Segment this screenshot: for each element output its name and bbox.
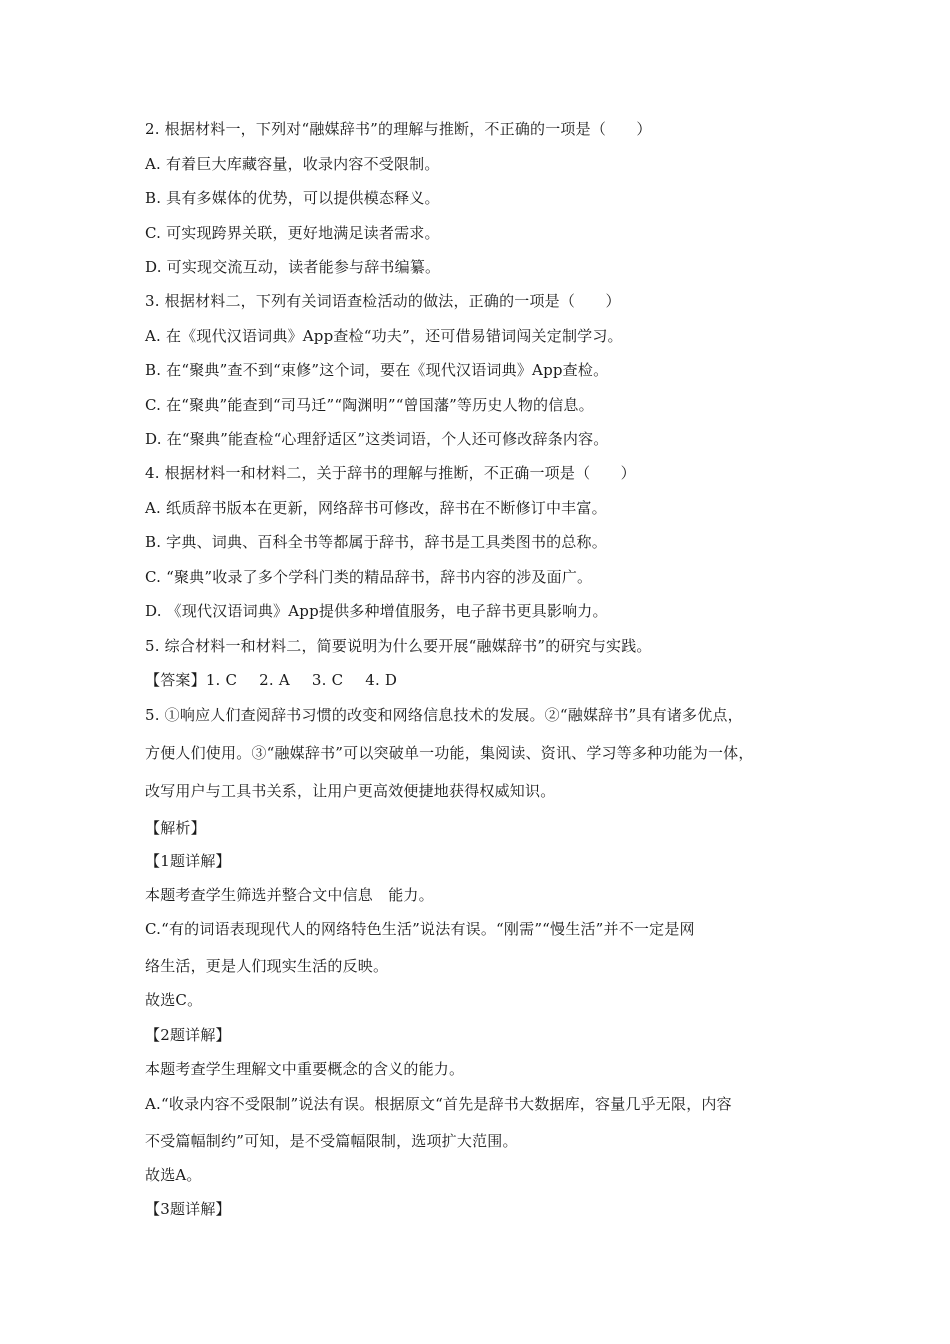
detail-2-line: 本题考查学生理解文中重要概念的含义的能力。 [145,1060,465,1078]
question-3-stem: 3. 根据材料二，下列有关词语查检活动的做法，正确的一项是（ ） [145,292,621,310]
detail-2-title: 【2题详解】 [145,1026,231,1044]
answer-q5-line: 5. ①响应人们查阅辞书习惯的改变和网络信息技术的发展。②“融媒辞书”具有诸多优点， [145,706,743,724]
detail-2-line: 不受篇幅制约”可知，是不受篇幅限制，选项扩大范围。 [145,1132,518,1150]
detail-3-title: 【3题详解】 [145,1200,231,1218]
question-4-option-a: A. 纸质辞书版本在更新，网络辞书可修改，辞书在不断修订中丰富。 [145,499,607,517]
detail-1-line: 本题考查学生筛选并整合文中信息 能力。 [145,886,434,904]
detail-1-title: 【1题详解】 [145,852,231,870]
question-2-option-d: D. 可实现交流互动，读者能参与辞书编纂。 [145,258,441,276]
detail-2-line: 故选A。 [145,1166,202,1184]
question-4-option-c: C. “聚典”收录了多个学科门类的精品辞书，辞书内容的涉及面广。 [145,568,593,586]
answer-key [145,670,397,690]
question-4-option-b: B. 字典、词典、百科全书等都属于辞书，辞书是工具类图书的总称。 [145,533,607,551]
detail-1-line: C.“有的词语表现现代人的网络特色生活”说法有误。“刚需”“慢生活”并不一定是网 [145,920,695,938]
detail-1-line: 故选C。 [145,991,203,1009]
question-4-option-d: D. 《现代汉语词典》App提供多种增值服务，电子辞书更具影响力。 [145,602,608,620]
answer-q5-line: 改写用户与工具书关系，让用户更高效便捷地获得权威知识。 [145,782,556,800]
question-2-stem: 2. 根据材料一，下列对“融媒辞书”的理解与推断，不正确的一项是（ ） [145,120,652,138]
detail-1-line: 络生活，更是人们现实生活的反映。 [145,957,389,975]
answer-item: 2. A [259,671,290,689]
question-3-option-a: A. 在《现代汉语词典》App查检“功夫”，还可借易错词闯关定制学习。 [145,327,623,345]
answer-item: 3. C [311,671,344,689]
question-5-stem: 5. 综合材料一和材料二，简要说明为什么要开展“融媒辞书”的研究与实践。 [145,637,652,655]
question-2-option-c: C. 可实现跨界关联，更好地满足读者需求。 [145,224,440,242]
question-2-option-a: A. 有着巨大库藏容量，收录内容不受限制。 [145,155,440,173]
detail-2-line: A.“收录内容不受限制”说法有误。根据原文“首先是辞书大数据库，容量几乎无限，内容 [145,1095,732,1113]
question-2-option-b: B. 具有多媒体的优势，可以提供模态释义。 [145,189,440,207]
question-4-stem: 4. 根据材料一和材料二，关于辞书的理解与推断，不正确一项是（ ） [145,464,636,482]
answer-item: 4. D [365,671,398,689]
question-3-option-d: D. 在“聚典”能查检“心理舒适区”这类词语，个人还可修改辞条内容。 [145,430,609,448]
analysis-label: 【解析】 [145,819,206,837]
answer-item: 1. C [205,671,238,689]
question-3-option-c: C. 在“聚典”能查到“司马迁”“陶渊明”“曾国藩”等历史人物的信息。 [145,396,594,414]
answer-label: 【答案】 [145,671,206,689]
question-3-option-b: B. 在“聚典”查不到“束修”这个词，要在《现代汉语词典》App查检。 [145,361,609,379]
answer-q5-line: 方便人们使用。③“融媒辞书”可以突破单一功能，集阅读、资讯、学习等多种功能为一体， [145,744,754,762]
